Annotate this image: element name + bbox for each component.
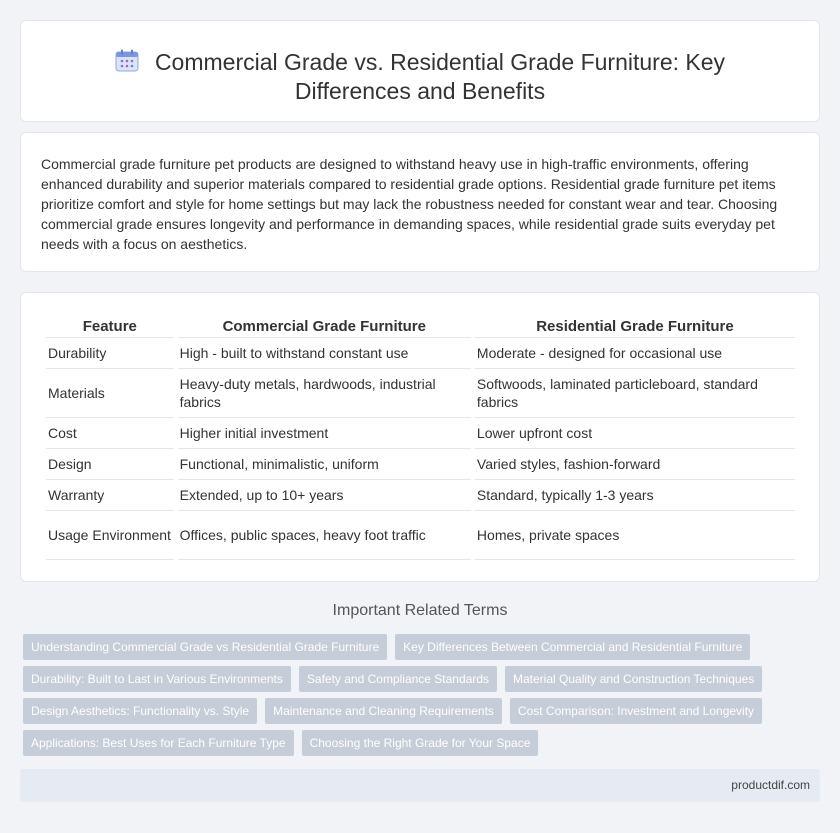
site-name: productdif.com [731,778,810,792]
table-row [46,449,795,480]
table-cell-feature: Usage Environment [46,511,174,560]
table-row [46,338,795,369]
table-row [46,418,795,449]
related-term-tag[interactable]: Choosing the Right Grade for Your Space [302,730,539,756]
related-terms-heading: Important Related Terms [332,602,508,619]
table-cell-feature: Design [46,449,174,480]
table-cell-feature: Warranty [46,480,174,511]
calendar-icon [115,49,141,73]
related-term-tag[interactable]: Understanding Commercial Grade vs Residential Grade Furniture [23,634,387,660]
table-row [46,480,795,511]
comparison-table [42,317,799,560]
table-cell-feature: Cost [46,418,174,449]
table-cell-residential: Standard, typically 1-3 years [475,480,795,511]
related-terms-list [23,634,823,762]
table-cell-commercial: Offices, public spaces, heavy foot traffic [178,511,471,560]
table-cell-feature: Durability [46,338,174,369]
header-card [20,20,820,122]
table-cell-commercial: High - built to withstand constant use [178,338,471,369]
table-header: Commercial Grade Furniture [178,317,471,338]
intro-card [20,132,820,272]
table-cell-residential: Homes, private spaces [475,511,795,560]
page-title: Commercial Grade vs. Residential Grade Furniture: Key Differences and Benefits [154,49,726,104]
related-term-tag[interactable]: Cost Comparison: Investment and Longevity [510,698,762,724]
page-title-wrap [21,46,819,106]
table-row [46,511,795,560]
table-cell-commercial: Higher initial investment [178,418,471,449]
table-cell-residential: Lower upfront cost [475,418,795,449]
table-header: Residential Grade Furniture [475,317,795,338]
intro-paragraph: Commercial grade furniture pet products are designed to withstand heavy use in high-traffic environments, offering enhanced durability and superior materials compared to residential grade options. Residential grade furniture pet items prioritize comfort and style for home settings but may lack the robustness needed for constant wear and tear. Choosing commercial grade ensures longevity and performance in demanding spaces, while residential grade suits everyday pet needs with a focus on aesthetics. [41,156,778,252]
footer [20,769,820,802]
related-term-tag[interactable]: Durability: Built to Last in Various Environments [23,666,291,692]
table-cell-commercial: Extended, up to 10+ years [178,480,471,511]
related-term-tag[interactable]: Safety and Compliance Standards [299,666,497,692]
table-cell-residential: Varied styles, fashion-forward [475,449,795,480]
related-term-tag[interactable]: Maintenance and Cleaning Requirements [265,698,502,724]
table-cell-commercial: Functional, minimalistic, uniform [178,449,471,480]
table-cell-residential: Softwoods, laminated particleboard, standard fabrics [475,369,795,418]
related-term-tag[interactable]: Applications: Best Uses for Each Furniture Type [23,730,294,756]
related-term-tag[interactable]: Key Differences Between Commercial and Residential Furniture [395,634,750,660]
table-row [46,369,795,418]
table-header: Feature [46,317,174,338]
table-cell-feature: Materials [46,369,174,418]
related-term-tag[interactable]: Design Aesthetics: Functionality vs. Style [23,698,257,724]
table-header-row [46,317,795,338]
table-cell-commercial: Heavy-duty metals, hardwoods, industrial fabrics [178,369,471,418]
comparison-table-card [20,292,820,582]
table-cell-residential: Moderate - designed for occasional use [475,338,795,369]
related-term-tag[interactable]: Material Quality and Construction Techniques [505,666,762,692]
